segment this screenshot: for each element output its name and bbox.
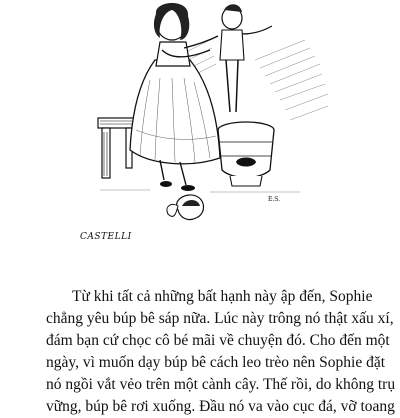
text-line: Từ khi tất cả những bất hạnh này ập đến, Sophie	[72, 288, 373, 305]
text-line: vững, búp bê rơi xuống. Đầu nó va vào cục đá, vỡ toang	[46, 398, 395, 415]
engraving-illustration	[60, 0, 350, 250]
engraver-mark: E.S.	[268, 196, 281, 203]
body-paragraph	[46, 286, 396, 418]
artist-signature: CASTELLI	[80, 232, 132, 242]
text-line: chẳng yêu búp bê sáp nữa. Lúc này trông nó thật xấu xí,	[46, 310, 394, 327]
text-line: nó ngồi vắt vẻo trên một cành cây. Thế rồi, do không trụ	[46, 376, 396, 393]
text-line: ngày, vì muốn dạy búp bê cách leo trèo nên Sophie đặt	[46, 354, 386, 371]
text-line: đám bạn cứ chọc cô bé mãi về chuyện đó. Cho đến một	[46, 332, 390, 349]
